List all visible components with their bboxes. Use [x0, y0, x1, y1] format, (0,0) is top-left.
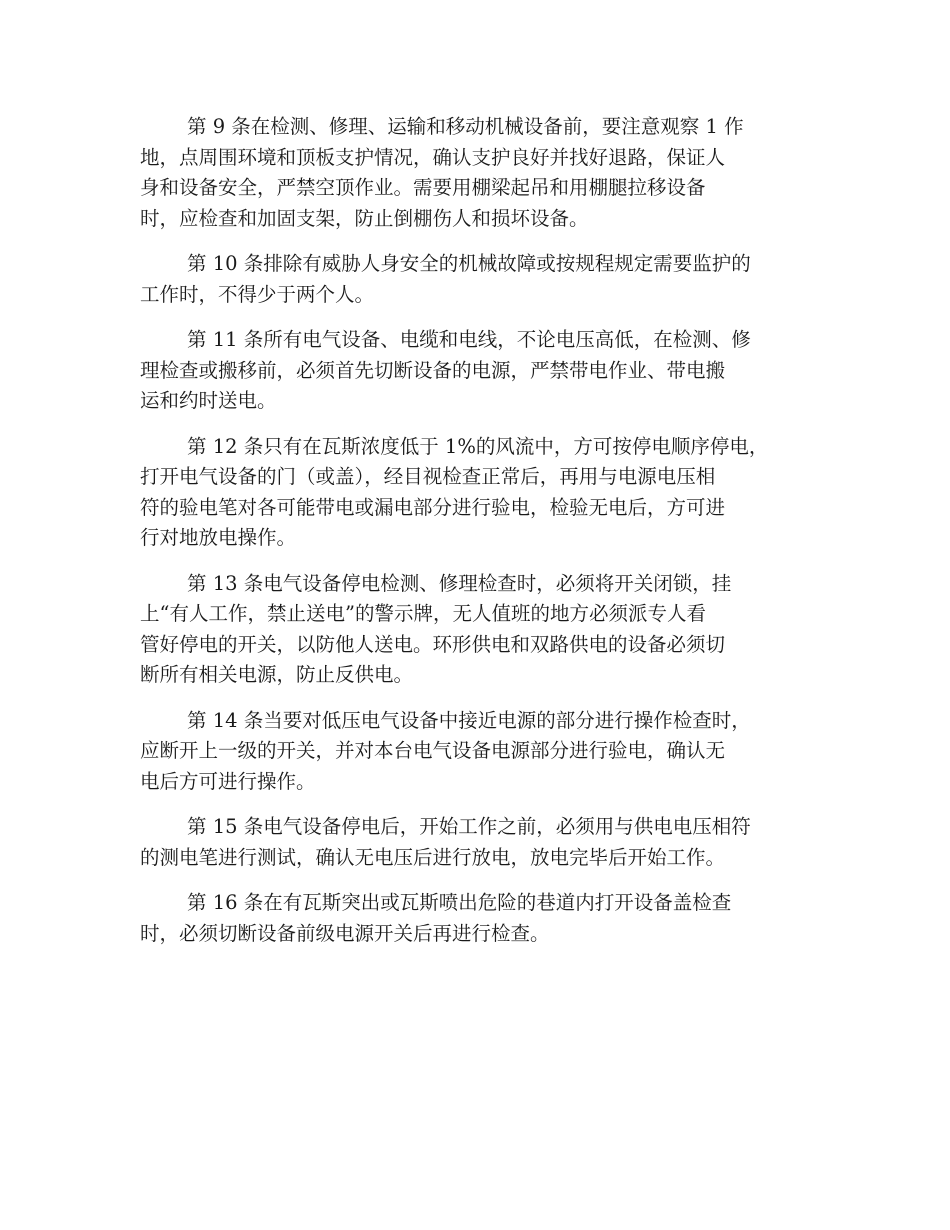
paragraph-line: 时，应检查和加固支架，防止倒棚伤人和损坏设备。 — [140, 206, 589, 230]
paragraph-line: 第 11 条所有电气设备、电缆和电线，不论电压高低，在检测、修 — [187, 328, 751, 351]
paragraph-line: 电后方可进行操作。 — [140, 769, 316, 793]
document-body — [140, 112, 810, 964]
paragraph-line: 运和约时送电。 — [140, 389, 277, 412]
paragraph-line: 符的验电笔对各可能带电或漏电部分进行验电，检验无电后，方可进 — [140, 495, 726, 519]
paragraph-article-11 — [140, 325, 810, 417]
paragraph-line: 管好停电的开关，以防他人送电。环形供电和双路供电的设备必须切 — [140, 632, 726, 656]
paragraph-article-13 — [140, 569, 810, 691]
paragraph-line: 上“有人工作，禁止送电”的警示牌，无人值班的地方必须派专人看 — [140, 602, 706, 625]
paragraph-line: 应断开上一级的开关，并对本台电气设备电源部分进行验电，确认无 — [140, 739, 726, 762]
paragraph-article-15 — [140, 812, 810, 873]
paragraph-line: 断所有相关电源，防止反供电。 — [140, 663, 414, 686]
paragraph-line: 行对地放电操作。 — [140, 526, 297, 549]
paragraph-line: 第 10 条排除有威胁人身安全的机械故障或按规程规定需要监护的 — [187, 252, 751, 275]
paragraph-article-12 — [140, 432, 810, 554]
paragraph-line: 第 9 条在检测、修理、运输和移动机械设备前，要注意观察 1 作 — [187, 115, 744, 138]
paragraph-article-10 — [140, 249, 810, 310]
paragraph-article-16 — [140, 888, 810, 949]
paragraph-line: 地，点周围环境和顶板支护情况，确认支护良好并找好退路，保证人 — [140, 145, 726, 169]
paragraph-line: 打开电气设备的门（或盖），经目视检查正常后，再用与电源电压相 — [140, 465, 716, 488]
paragraph-line: 的测电笔进行测试，确认无电压后进行放电，放电完毕后开始工作。 — [140, 845, 726, 869]
paragraph-line: 身和设备安全，严禁空顶作业。需要用棚梁起吊和用棚腿拉移设备 — [140, 176, 706, 199]
paragraph-line: 第 15 条电气设备停电后，开始工作之前，必须用与供电电压相符 — [187, 815, 751, 838]
paragraph-line: 第 12 条只有在瓦斯浓度低于 1%的风流中，方可按停电顺序停电， — [187, 434, 769, 458]
paragraph-line: 第 13 条电气设备停电检测、修理检查时，必须将开关闭锁，挂 — [187, 571, 732, 595]
paragraph-line: 时，必须切断设备前级电源开关后再进行检查。 — [140, 921, 550, 945]
paragraph-article-9 — [140, 112, 810, 234]
paragraph-article-14 — [140, 706, 810, 798]
paragraph-line: 理检查或搬移前，必须首先切断设备的电源，严禁带电作业、带电搬 — [140, 358, 726, 382]
paragraph-line: 第 16 条在有瓦斯突出或瓦斯喷出危险的巷道内打开设备盖检查 — [187, 891, 732, 914]
paragraph-line: 第 14 条当要对低压电气设备中接近电源的部分进行操作检查时， — [187, 708, 751, 732]
paragraph-line: 工作时，不得少于两个人。 — [140, 282, 375, 306]
